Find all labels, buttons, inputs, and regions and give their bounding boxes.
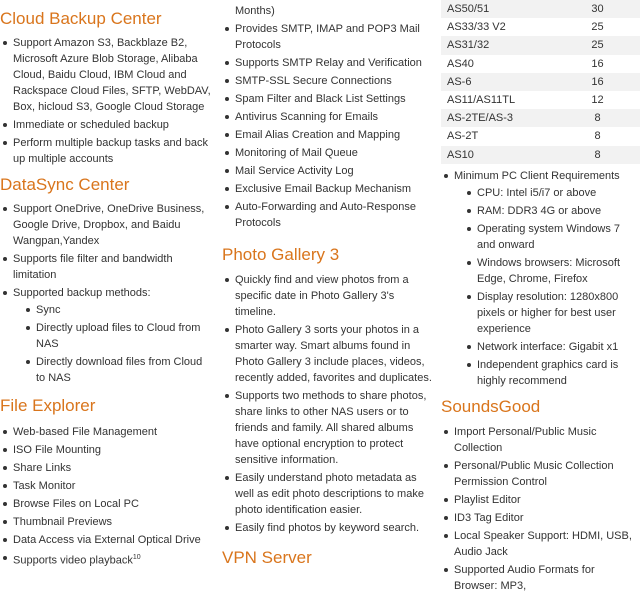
list-item: Immediate or scheduled backup [0, 117, 212, 133]
file-explorer-feature-list [0, 424, 212, 569]
table-row [441, 127, 640, 145]
list-item: Spam Filter and Black List Settings [222, 91, 432, 107]
list-item: SMTP-SSL Secure Connections [222, 73, 432, 89]
list-item [0, 550, 212, 569]
right-column [441, 0, 640, 596]
model-cell: AS10 [441, 146, 555, 164]
list-item: Windows browsers: Microsoft Edge, Chrome, Firefox [454, 255, 640, 287]
list-item: Provides SMTP, IMAP and POP3 Mail Protocols [222, 21, 432, 53]
list-item: Supports SMTP Relay and Verification [222, 55, 432, 71]
list-item: Network interface: Gigabit x1 [454, 339, 640, 355]
table-row [441, 36, 640, 54]
requirements-title: Minimum PC Client Requirements [454, 169, 620, 182]
file-explorer-heading: File Explorer [0, 396, 96, 415]
table-row [441, 146, 640, 164]
list-item: Auto-Forwarding and Auto-Response Protocols [222, 199, 432, 231]
cloud-backup-center-heading: Cloud Backup Center [0, 9, 162, 28]
list-item: Quickly find and view photos from a specific date in Photo Gallery 3's timeline. [222, 272, 432, 320]
list-item: Photo Gallery 3 sorts your photos in a smarter way. Smart albums found in Photo Gallery 3 include places, videos, recently added, favorites and duplicates. [222, 322, 432, 386]
list-item [441, 168, 640, 389]
model-cell: AS-6 [441, 73, 555, 91]
table-row [441, 18, 640, 36]
table-row [441, 0, 640, 18]
list-item: Supports file filter and bandwidth limitation [0, 251, 212, 283]
footnote-marker: 10 [132, 554, 141, 561]
value-cell: 8 [555, 109, 640, 127]
list-item: Perform multiple backup tasks and back up multiple accounts [0, 135, 212, 167]
list-item: Easily understand photo metadata as well as edit photo descriptions to make photo identification easier. [222, 470, 432, 518]
value-cell: 25 [555, 18, 640, 36]
requirements-sublist [454, 185, 640, 389]
value-cell: 12 [555, 91, 640, 109]
list-item: Support OneDrive, OneDrive Business, Google Drive, Dropbox, and Baidu Wangpan,Yandex [0, 201, 212, 249]
list-item: ID3 Tag Editor [441, 510, 640, 526]
datasync-center-heading: DataSync Center [0, 175, 130, 194]
model-cell: AS31/32 [441, 36, 555, 54]
list-item: Local Speaker Support: HDMI, USB, Audio Jack [441, 528, 640, 560]
list-item: Task Monitor [0, 478, 212, 494]
datasync-feature-list [0, 201, 212, 386]
list-item: Independent graphics card is highly recommend [454, 357, 640, 389]
vpn-server-heading: VPN Server [222, 548, 312, 567]
mail-continuation [222, 3, 432, 19]
list-item-continued: Months) [235, 5, 275, 17]
list-item: Support Amazon S3, Backblaze B2, Microsoft Azure Blob Storage, Alibaba Cloud, Baidu Cloud, IBM Cloud and Rackspace Cloud Files, SFTP, WebDAV, Box, hicloud S3, Google Cloud Storage [0, 35, 212, 115]
model-cell: AS11/AS11TL [441, 91, 555, 109]
soundsgood-feature-list [441, 424, 640, 594]
model-spec-table [441, 0, 640, 164]
cloud-backup-feature-list [0, 35, 212, 167]
list-item: Import Personal/Public Music Collection [441, 424, 640, 456]
table-row [441, 55, 640, 73]
list-item: Playlist Editor [441, 492, 640, 508]
table-row [441, 91, 640, 109]
list-item: Display resolution: 1280x800 pixels or higher for best user experience [454, 289, 640, 337]
backup-methods-list [13, 302, 212, 386]
model-cell: AS40 [441, 55, 555, 73]
value-cell: 30 [555, 0, 640, 18]
value-cell: 8 [555, 146, 640, 164]
list-item: Supports two methods to share photos, share links to other NAS users or to friends and family. All shared albums have optional encryption to protect sensitive information. [222, 388, 432, 468]
middle-column [222, 0, 432, 568]
list-item: Mail Service Activity Log [222, 163, 432, 179]
table-row [441, 73, 640, 91]
model-cell: AS-2TE/AS-3 [441, 109, 555, 127]
value-cell: 16 [555, 73, 640, 91]
soundsgood-heading: SoundsGood [441, 396, 541, 416]
model-cell: AS-2T [441, 127, 555, 145]
list-item: Email Alias Creation and Mapping [222, 127, 432, 143]
list-item: Exclusive Email Backup Mechanism [222, 181, 432, 197]
list-item: RAM: DDR3 4G or above [454, 203, 640, 219]
list-item: Monitoring of Mail Queue [222, 145, 432, 161]
list-item: Operating system Windows 7 and onward [454, 221, 640, 253]
list-item: Share Links [0, 460, 212, 476]
value-cell: 8 [555, 127, 640, 145]
list-item: Easily find photos by keyword search. [222, 520, 432, 536]
value-cell: 16 [555, 55, 640, 73]
list-item: Antivirus Scanning for Emails [222, 109, 432, 125]
list-item: Personal/Public Music Collection Permission Control [441, 458, 640, 490]
table-row [441, 109, 640, 127]
backup-methods-label: Supported backup methods: [13, 287, 151, 299]
list-item [0, 285, 212, 386]
mail-server-feature-list [222, 21, 432, 231]
left-column [0, 0, 212, 571]
list-item: Sync [13, 302, 212, 318]
list-item: Web-based File Management [0, 424, 212, 440]
list-item: Browse Files on Local PC [0, 496, 212, 512]
list-item: ISO File Mounting [0, 442, 212, 458]
video-playback-label: Supports video playback [13, 554, 133, 567]
model-cell: AS50/51 [441, 0, 555, 18]
list-item: Thumbnail Previews [0, 514, 212, 530]
list-item: CPU: Intel i5/i7 or above [454, 185, 640, 201]
list-item: Data Access via External Optical Drive [0, 532, 212, 548]
pc-requirements-list [441, 168, 640, 389]
value-cell: 25 [555, 36, 640, 54]
photo-gallery-feature-list [222, 272, 432, 536]
model-cell: AS33/33 V2 [441, 18, 555, 36]
photo-gallery-heading: Photo Gallery 3 [222, 245, 340, 264]
list-item: Directly upload files to Cloud from NAS [13, 320, 212, 352]
list-item: Supported Audio Formats for Browser: MP3, [441, 562, 640, 594]
list-item: Directly download files from Cloud to NAS [13, 354, 212, 386]
